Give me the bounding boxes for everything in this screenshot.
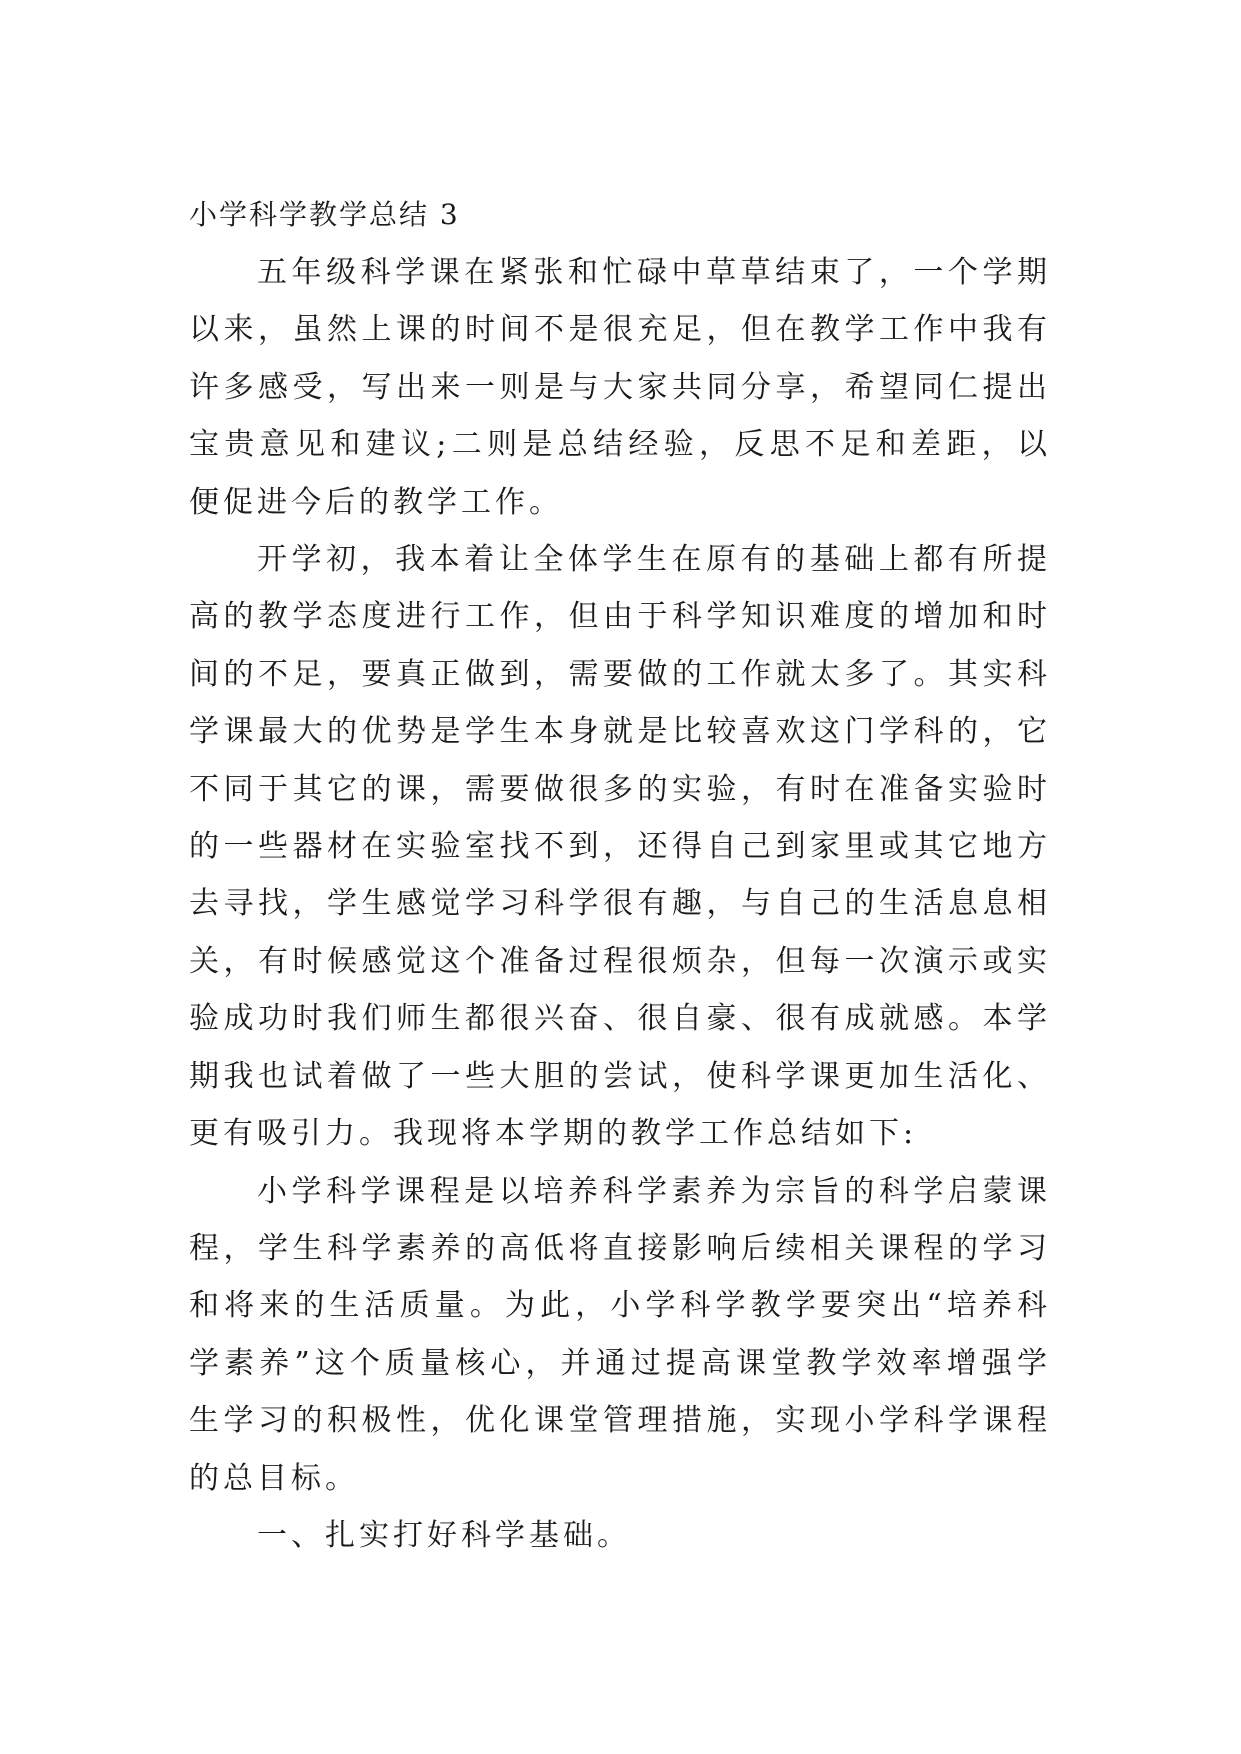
document-body (189, 186, 1051, 1564)
section-heading: 一、扎实打好科学基础。 (257, 1517, 631, 1553)
paragraph-semester-start: 开学初，我本着让全体学生在原有的基础上都有所提高的教学态度进行工作，但由于科学知识难度的增加和时间的不足，要真正做到，需要做的工作就太多了。其实科学课最大的优势是学生本身就是比较喜欢这门学科的，它不同于其它的课，需要做很多的实验，有时在准备实验时的一些器材在实验室找不到，还得自己到家里或其它地方去寻找，学生感觉学习科学很有趣，与自己的生活息息相关，有时候感觉这个准备过程很烦杂，但每一次演示或实验成功时我们师生都很兴奋、很自豪、很有成就感。本学期我也试着做了一些大胆的尝试，使科学课更加生活化、更有吸引力。我现将本学期的教学工作总结如下: (189, 542, 1051, 1152)
paragraph-intro: 五年级科学课在紧张和忙碌中草草结束了，一个学期以来，虽然上课的时间不是很充足，但在教学工作中我有许多感受，写出来一则是与大家共同分享，希望同仁提出宝贵意见和建议;二则是总结经验，反思不足和差距，以便促进今后的教学工作。 (189, 255, 1051, 520)
paragraph-curriculum-goal: 小学科学课程是以培养科学素养为宗旨的科学启蒙课程，学生科学素养的高低将直接影响后续相关课程的学习和将来的生活质量。为此，小学科学教学要突出“培养科学素养”这个质量核心，并通过提高课堂教学效率增强学生学习的积极性，优化课堂管理措施，实现小学科学课程的总目标。 (189, 1173, 1051, 1496)
document-title: 小学科学教学总结 3 (189, 198, 460, 231)
